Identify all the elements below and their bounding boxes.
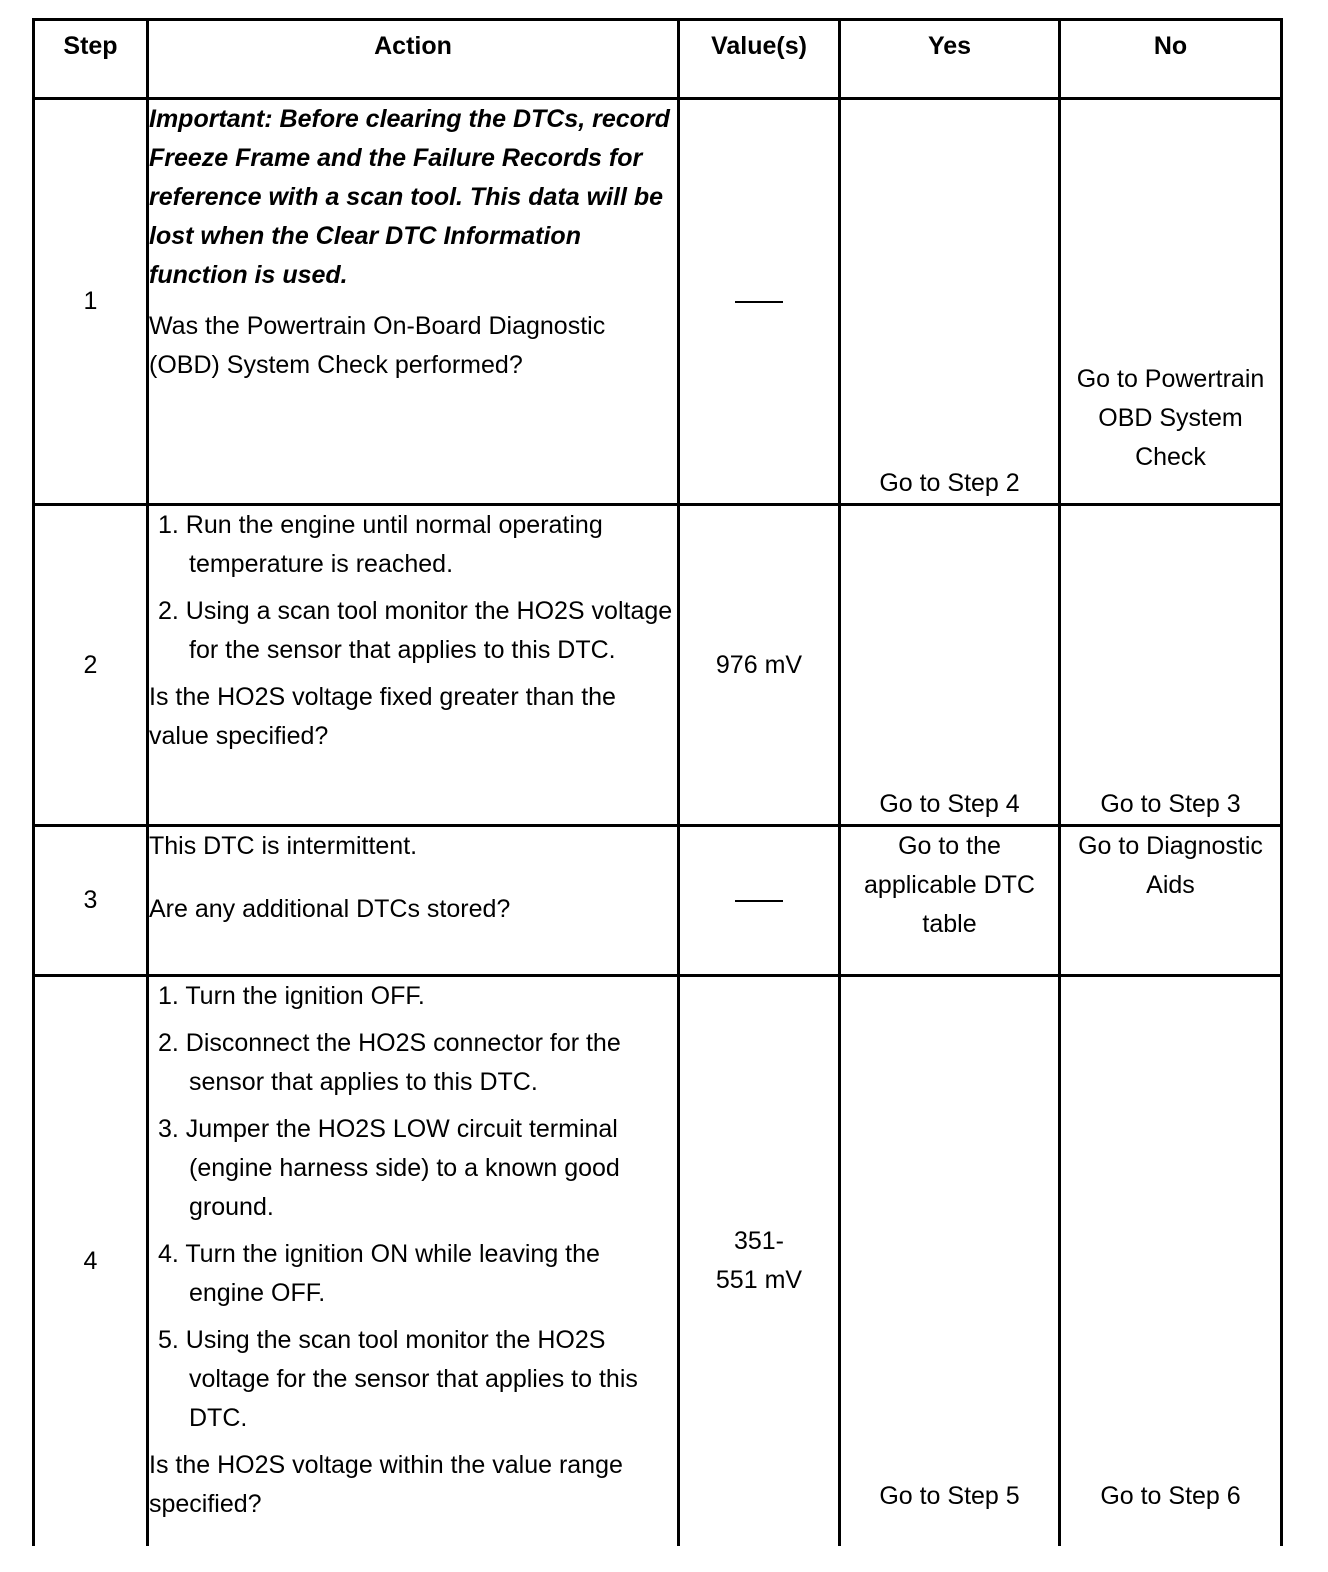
action-note: This DTC is intermittent. — [149, 832, 418, 860]
action-question: Is the HO2S voltage within the value range specified? — [149, 1451, 623, 1518]
header-action: Action — [148, 20, 679, 99]
yes-cell: Go to the applicable DTC table — [840, 826, 1060, 976]
step-number: 4 — [34, 976, 148, 1546]
yes-cell: Go to Step 4 — [840, 505, 1060, 826]
value-dash — [735, 900, 783, 902]
action-step-list — [149, 977, 677, 1438]
table-row — [34, 976, 1282, 1546]
header-values: Value(s) — [679, 20, 840, 99]
no-cell: Go to Powertrain OBD System Check — [1060, 99, 1282, 505]
header-yes: Yes — [840, 20, 1060, 99]
action-cell — [148, 99, 679, 505]
action-step: 1. Run the engine until normal operating temperature is reached. — [158, 511, 603, 578]
action-step: 5. Using the scan tool monitor the HO2S voltage for the sensor that applies to this DTC. — [158, 1326, 638, 1432]
value-dash — [735, 301, 783, 303]
action-step: 3. Jumper the HO2S LOW circuit terminal (engine harness side) to a known good ground. — [158, 1115, 620, 1221]
action-step: 4. Turn the ignition ON while leaving the engine OFF. — [158, 1240, 600, 1307]
no-cell: Go to Diagnostic Aids — [1060, 826, 1282, 976]
action-question: Was the Powertrain On-Board Diagnostic (OBD) System Check performed? — [149, 312, 606, 379]
table-row — [34, 505, 1282, 826]
step-number: 3 — [34, 826, 148, 976]
value-cell — [679, 826, 840, 976]
action-step: 1. Turn the ignition OFF. — [158, 982, 425, 1010]
yes-cell: Go to Step 5 — [840, 976, 1060, 1546]
header-no: No — [1060, 20, 1282, 99]
header-step: Step — [34, 20, 148, 99]
value-cell — [679, 99, 840, 505]
action-cell — [148, 976, 679, 1546]
action-question: Are any additional DTCs stored? — [149, 895, 511, 923]
value-cell — [679, 976, 840, 1546]
action-step: 2. Using a scan tool monitor the HO2S voltage for the sensor that applies to this DTC. — [158, 597, 673, 664]
yes-cell: Go to Step 2 — [840, 99, 1060, 505]
important-note: Important: Before clearing the DTCs, record Freeze Frame and the Failure Records for reference with a scan tool. This data will be lost when the Clear DTC Information function is used. — [149, 105, 670, 289]
step-number: 2 — [34, 505, 148, 826]
no-cell: Go to Step 6 — [1060, 976, 1282, 1546]
value-text: 351- 551 mV — [715, 1227, 803, 1295]
action-question: Is the HO2S voltage fixed greater than the value specified? — [149, 683, 616, 750]
action-cell — [148, 505, 679, 826]
value-cell: 976 mV — [679, 505, 840, 826]
table-row — [34, 99, 1282, 505]
table-row — [34, 826, 1282, 976]
step-number: 1 — [34, 99, 148, 505]
diagnostic-table — [32, 18, 1283, 1546]
table-header-row — [34, 20, 1282, 99]
action-step: 2. Disconnect the HO2S connector for the sensor that applies to this DTC. — [158, 1029, 621, 1096]
no-cell: Go to Step 3 — [1060, 505, 1282, 826]
action-cell — [148, 826, 679, 976]
action-step-list — [149, 506, 677, 670]
